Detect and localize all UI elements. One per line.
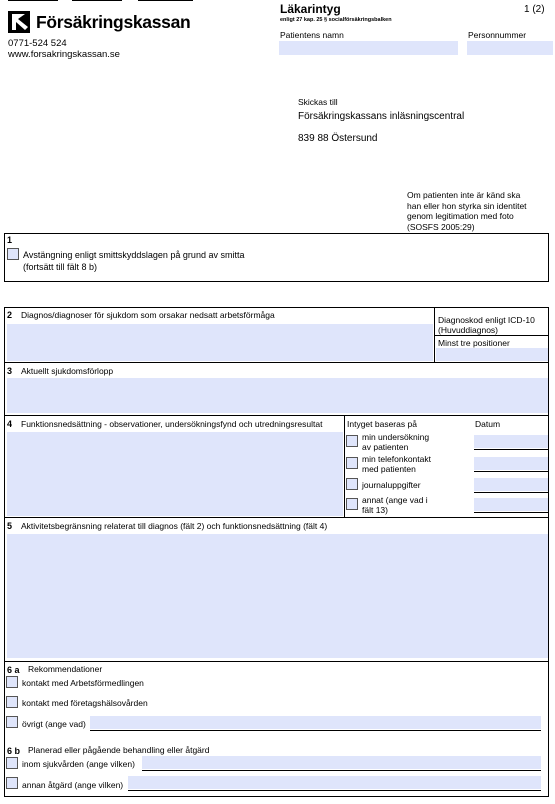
treatment-healthcare-label: inom sjukvården (ange vilken) bbox=[22, 759, 135, 769]
smittskydd-checkbox[interactable] bbox=[7, 248, 19, 260]
patient-name-label: Patientens namn bbox=[280, 30, 344, 40]
section-6a-title: Rekommendationer bbox=[28, 664, 103, 674]
identity-note-line: Om patienten inte är känd ska bbox=[407, 190, 521, 200]
basis-exam-checkbox[interactable] bbox=[346, 435, 358, 447]
section-6b-title: Planerad eller pågående behandling eller åtgärd bbox=[28, 745, 210, 755]
top-right-bar bbox=[138, 0, 193, 1]
basis-other-label-line: fält 13) bbox=[362, 505, 388, 515]
identity-note-line: (SOSFS 2005:29) bbox=[407, 221, 475, 232]
identity-note-line: han eller hon styrka sin identitet bbox=[407, 200, 527, 211]
basis-journal-label: journaluppgifter bbox=[362, 480, 421, 490]
section-3-label: Aktuellt sjukdomsförlopp bbox=[21, 366, 114, 376]
section-5-label: Aktivitetsbegränsning relaterat till diagnos (fält 2) och funktionsnedsättning (fält 4) bbox=[21, 521, 328, 531]
diagnosis-code-separator bbox=[434, 335, 549, 336]
basis-journal-date-line bbox=[474, 492, 548, 493]
section-2-label: Diagnos/diagnoser för sjukdom som orsakar nedsatt arbetsförmåga bbox=[21, 310, 275, 320]
form-subtitle: enligt 27 kap. 25 § socialförsäkringsbalken bbox=[280, 17, 392, 23]
basis-phone-date-line bbox=[474, 471, 548, 472]
treatment-healthcare-field[interactable] bbox=[142, 756, 541, 769]
basis-phone-label-line: min telefonkontakt bbox=[362, 454, 431, 464]
top-left-bar bbox=[8, 0, 58, 1]
basis-journal-date[interactable] bbox=[474, 478, 548, 491]
basis-exam-date[interactable] bbox=[474, 435, 548, 448]
recommend-af-checkbox[interactable] bbox=[6, 676, 18, 688]
section-4-label: Funktionsnedsättning - observationer, undersökningsfynd och utredningsresultat bbox=[21, 419, 323, 429]
page-number: 1 (2) bbox=[524, 4, 545, 15]
recipient-name: Försäkringskassans inläsningscentral bbox=[298, 111, 465, 122]
recommend-af-label: kontakt med Arbetsförmedlingen bbox=[22, 678, 144, 688]
treatment-other-line bbox=[128, 790, 541, 791]
basis-exam-date-line bbox=[474, 449, 548, 450]
recommend-other-checkbox[interactable] bbox=[6, 716, 18, 728]
section-3-bottom bbox=[4, 415, 549, 416]
section-2-bottom bbox=[4, 362, 549, 363]
basis-exam-label-line: min undersökning bbox=[362, 432, 430, 442]
section-2-number: 2 bbox=[7, 310, 13, 320]
basis-phone-checkbox[interactable] bbox=[346, 457, 358, 469]
postal-address: 839 88 Östersund bbox=[298, 133, 378, 144]
website: www.forsakringskassan.se bbox=[8, 49, 120, 60]
recommend-fhv-checkbox[interactable] bbox=[6, 696, 18, 708]
basis-other-date[interactable] bbox=[474, 498, 548, 511]
treatment-other-label: annan åtgärd (ange vilken) bbox=[22, 780, 124, 790]
basis-exam-label-line: av patienten bbox=[362, 442, 409, 452]
diagnosis-code-label bbox=[438, 315, 535, 335]
diagnosis-field[interactable] bbox=[7, 324, 433, 361]
identity-note bbox=[407, 190, 527, 232]
personnummer-label: Personnummer bbox=[468, 30, 527, 40]
smittskydd-label: Avstängning enligt smittskyddslagen på grund av smitta bbox=[23, 250, 245, 260]
recommend-other-line bbox=[90, 730, 541, 731]
logo-text: Försäkringskassan bbox=[36, 12, 191, 32]
send-to-label: Skickas till bbox=[298, 97, 338, 107]
basis-phone-label-line: med patienten bbox=[362, 464, 416, 474]
basis-phone-date[interactable] bbox=[474, 457, 548, 470]
patient-name-field[interactable] bbox=[279, 41, 458, 55]
disease-course-field[interactable] bbox=[7, 378, 548, 413]
basis-exam-label bbox=[362, 432, 429, 452]
diagnosis-code-hint: Minst tre positioner bbox=[438, 338, 510, 348]
activity-limitation-field[interactable] bbox=[7, 534, 548, 658]
section-5-bottom bbox=[4, 661, 549, 662]
recommend-other-label: övrigt (ange vad) bbox=[22, 719, 86, 729]
personnummer-field[interactable] bbox=[467, 41, 553, 55]
form-title: Läkarintyg bbox=[280, 2, 341, 16]
treatment-other-checkbox[interactable] bbox=[6, 777, 18, 789]
basis-other-label bbox=[362, 495, 428, 515]
phone-number: 0771-524 524 bbox=[8, 38, 67, 49]
basis-phone-label bbox=[362, 454, 431, 474]
identity-note-line: genom legitimation med foto bbox=[407, 211, 514, 221]
section-4-number: 4 bbox=[7, 419, 13, 429]
treatment-healthcare-checkbox[interactable] bbox=[6, 757, 18, 769]
basis-other-checkbox[interactable] bbox=[346, 498, 358, 510]
basis-other-label-line: annat (ange vad i bbox=[362, 495, 428, 505]
basis-other-date-line bbox=[474, 512, 548, 513]
top-mid-bar bbox=[72, 0, 122, 1]
basis-journal-checkbox[interactable] bbox=[346, 478, 358, 490]
section-4-bottom bbox=[4, 517, 549, 518]
recommend-other-field[interactable] bbox=[90, 716, 541, 729]
diagnosis-code-label-line: (Huvuddiagnos) bbox=[438, 325, 499, 335]
section-3-number: 3 bbox=[7, 366, 13, 376]
logo-mark-icon bbox=[8, 11, 30, 33]
section-6a-number: 6 a bbox=[7, 665, 20, 675]
treatment-other-field[interactable] bbox=[128, 776, 541, 789]
section-1-number: 1 bbox=[7, 235, 13, 245]
diagnosis-code-field[interactable] bbox=[436, 348, 548, 361]
date-label: Datum bbox=[475, 419, 501, 429]
recommend-fhv-label: kontakt med företagshälsovården bbox=[22, 698, 148, 708]
section-6b-number: 6 b bbox=[7, 746, 21, 756]
smittskydd-sublabel: (fortsätt till fält 8 b) bbox=[23, 262, 98, 272]
function-impairment-field[interactable] bbox=[7, 432, 343, 516]
section-5-number: 5 bbox=[7, 521, 13, 531]
logo bbox=[8, 10, 198, 34]
treatment-healthcare-line bbox=[142, 770, 541, 771]
basis-label: Intyget baseras på bbox=[347, 419, 417, 429]
diagnosis-code-label-line: Diagnoskod enligt ICD-10 bbox=[438, 315, 535, 325]
section-4-divider bbox=[344, 415, 345, 517]
